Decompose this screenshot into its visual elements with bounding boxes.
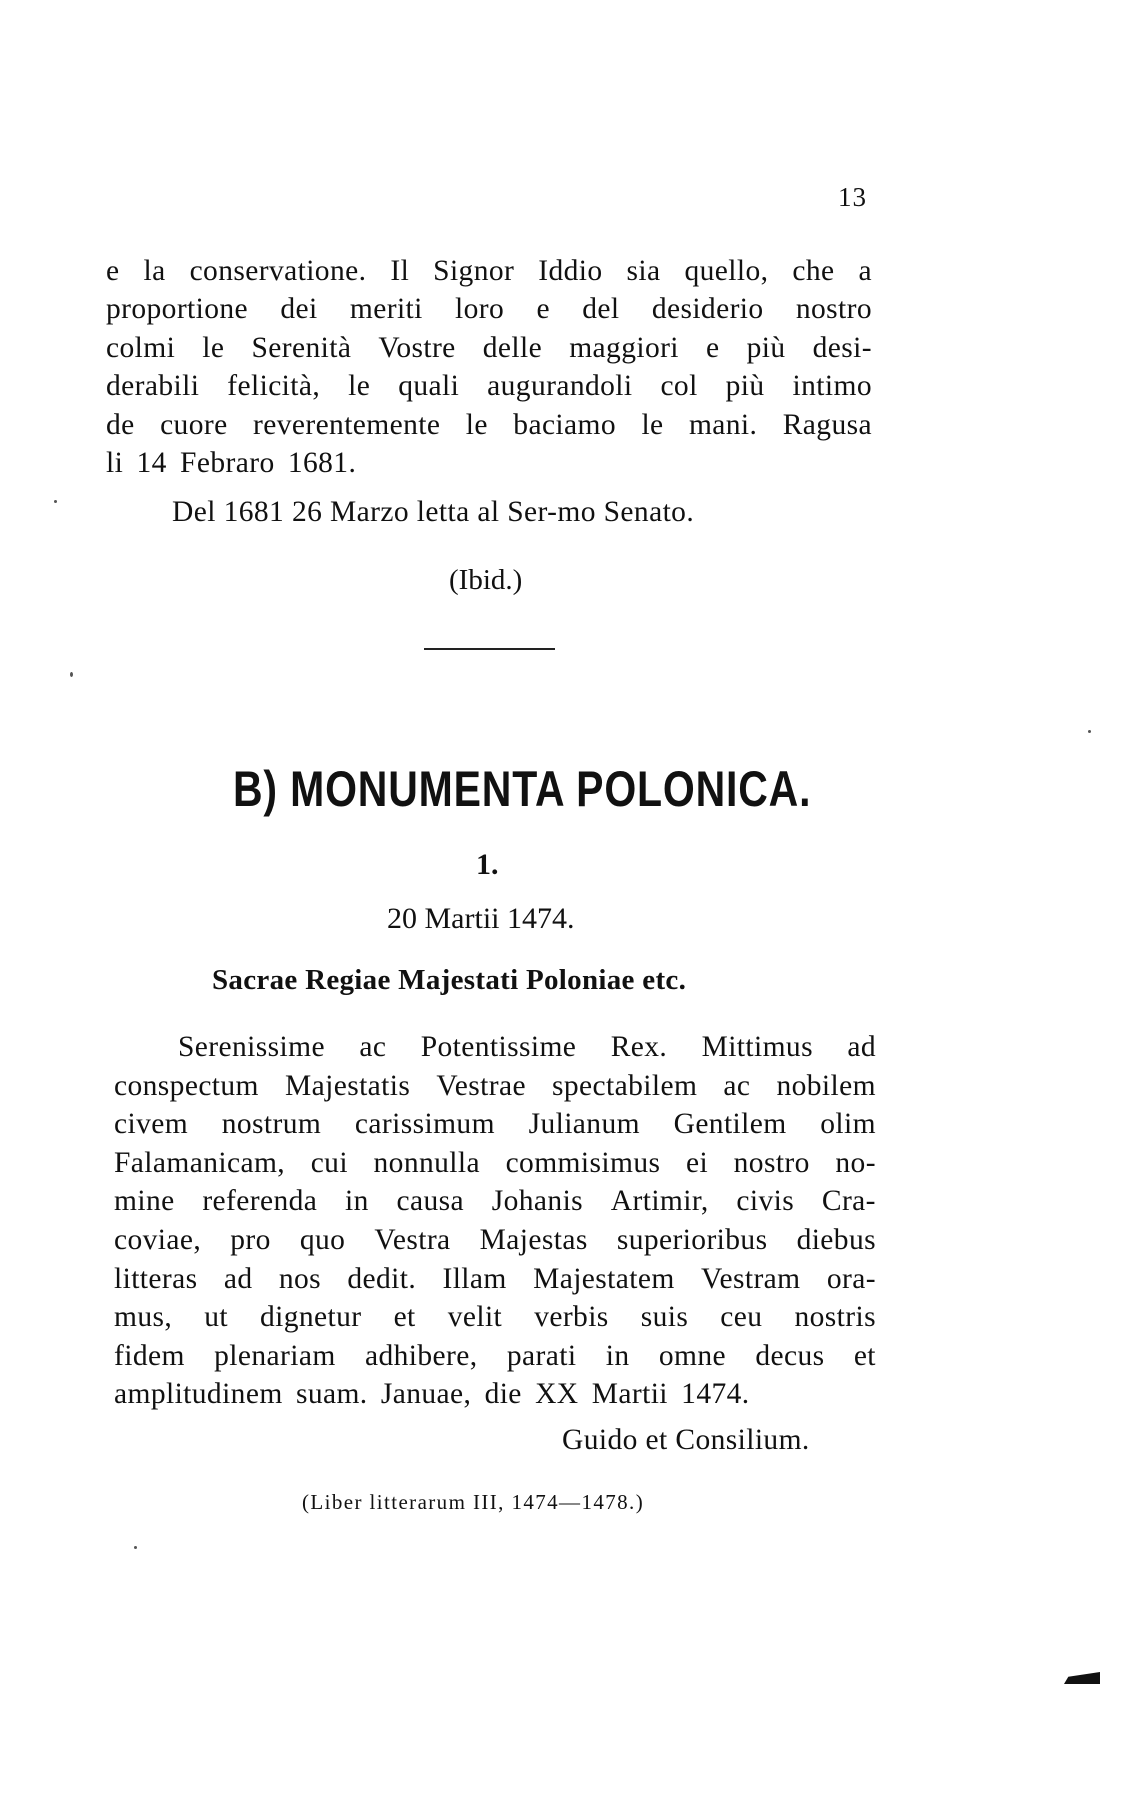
word: carissimum	[354, 1108, 495, 1141]
word: in	[345, 1185, 369, 1218]
word: velit	[447, 1301, 503, 1334]
word: amplitudinem	[114, 1378, 283, 1411]
word: mine	[114, 1185, 175, 1218]
word: Artimir,	[610, 1185, 709, 1218]
word: le	[348, 370, 371, 403]
word: derabili	[106, 370, 200, 403]
word: et	[853, 1339, 876, 1372]
word: Vostre	[378, 331, 456, 364]
word: Januae,	[380, 1378, 472, 1411]
word: omne	[658, 1339, 726, 1372]
word: Johanis	[491, 1185, 584, 1218]
closing-line	[106, 406, 872, 444]
word: Ragusa	[782, 408, 872, 441]
word: in	[605, 1339, 630, 1372]
word: Iddio	[538, 255, 603, 287]
body-line	[114, 1221, 876, 1260]
document-number: 1.	[476, 848, 499, 881]
word: 14	[136, 446, 167, 479]
word: colmi	[106, 331, 176, 364]
word: suam.	[295, 1378, 368, 1411]
word: superioribus	[616, 1223, 768, 1256]
word: proportione	[106, 293, 249, 326]
word: felicità,	[227, 370, 321, 403]
body-line	[114, 1298, 876, 1337]
word: civis	[736, 1185, 795, 1218]
closing-line	[106, 367, 872, 405]
word: de	[106, 408, 135, 441]
word: li	[106, 446, 124, 479]
word: maggiori	[569, 331, 679, 364]
closing-line	[106, 444, 872, 482]
document-date: 20 Martii 1474.	[387, 902, 575, 935]
word: Vestra	[374, 1223, 451, 1256]
word: quello,	[684, 255, 769, 287]
word: ac	[723, 1069, 751, 1102]
word: fidem	[114, 1339, 185, 1372]
word: Majestatis	[284, 1069, 411, 1102]
word: civem	[114, 1108, 189, 1141]
word: desi-	[812, 331, 872, 364]
word: nostris	[794, 1301, 876, 1334]
closing-line	[106, 329, 872, 367]
word: cuore	[160, 408, 228, 441]
word: sia	[626, 255, 661, 287]
source-citation-ibid: (Ibid.)	[449, 564, 523, 596]
word: nos	[278, 1262, 322, 1295]
word: ac	[359, 1031, 387, 1063]
section-divider	[424, 648, 555, 650]
word: ad	[223, 1262, 253, 1295]
word: delle	[482, 331, 543, 364]
word: loro	[455, 293, 505, 326]
body-line	[114, 1260, 876, 1299]
word: del	[582, 293, 620, 326]
word: desiderio	[651, 293, 764, 326]
word: referenda	[202, 1185, 318, 1218]
word: Potentissime	[420, 1031, 577, 1063]
word: causa	[396, 1185, 465, 1218]
body-line	[114, 1375, 876, 1414]
word: dei	[280, 293, 318, 326]
word: Cra-	[821, 1185, 876, 1218]
word: nobilem	[776, 1069, 876, 1102]
word: più	[746, 331, 786, 364]
document-addressee: Sacrae Regiae Majestati Poloniae etc.	[212, 964, 687, 996]
closing-line	[106, 252, 872, 290]
word: decus	[755, 1339, 825, 1372]
word: Falamanicam,	[114, 1146, 286, 1179]
word: Signor	[433, 255, 515, 287]
scan-speck	[54, 500, 57, 503]
word: Rex.	[610, 1031, 668, 1063]
word: e	[536, 293, 550, 326]
word: nostro	[733, 1146, 810, 1179]
scan-speck	[1088, 730, 1091, 733]
word: Illam	[442, 1262, 507, 1295]
word: augurandoli	[487, 370, 633, 403]
scan-edge-mark	[1064, 1672, 1100, 1684]
word: le	[202, 331, 225, 364]
word: e	[106, 255, 120, 287]
word: olim	[820, 1108, 876, 1141]
word: cui	[310, 1146, 348, 1179]
word: Majestas	[479, 1223, 588, 1256]
word: quali	[398, 370, 460, 403]
word: ut	[204, 1301, 228, 1334]
word: nostro	[795, 293, 872, 326]
word: Gentilem	[673, 1108, 787, 1141]
word: nostrum	[221, 1108, 322, 1141]
word: le	[641, 408, 664, 441]
word: plenariam	[214, 1339, 336, 1372]
word: parati	[506, 1339, 577, 1372]
word: conservatione.	[189, 255, 367, 287]
body-line	[114, 1067, 876, 1106]
word: Vestram	[701, 1262, 801, 1295]
word: Serenissime	[178, 1031, 325, 1063]
word: mani.	[688, 408, 758, 441]
word: coviae,	[114, 1223, 202, 1256]
section-heading: B) MONUMENTA POLONICA.	[233, 761, 812, 817]
body-line	[114, 1105, 876, 1144]
word: ad	[847, 1031, 876, 1063]
scan-speck	[134, 1546, 137, 1549]
word: ei	[685, 1146, 709, 1179]
reading-note: Del 1681 26 Marzo letta al Ser-mo Senato.	[172, 496, 695, 528]
word: quo	[299, 1223, 346, 1256]
word: reverentemente	[252, 408, 441, 441]
word: conspectum	[114, 1069, 259, 1102]
document-signature: Guido et Consilium.	[562, 1424, 810, 1456]
word: nonnulla	[373, 1146, 480, 1179]
word: suis	[640, 1301, 689, 1334]
word: commisimus	[505, 1146, 661, 1179]
page-number: 13	[838, 182, 867, 212]
word: die	[484, 1378, 522, 1411]
body-line	[114, 1144, 876, 1183]
word: meriti	[349, 293, 423, 326]
letter-closing-paragraph	[106, 252, 872, 482]
word: 1681.	[287, 446, 357, 479]
word: dedit.	[347, 1262, 417, 1295]
word: ora-	[826, 1262, 876, 1295]
word: che	[792, 255, 835, 287]
word: intimo	[792, 370, 872, 403]
word: Majestatem	[533, 1262, 675, 1295]
word: le	[465, 408, 488, 441]
word: pro	[230, 1223, 271, 1256]
word: la	[143, 255, 166, 287]
word: diebus	[796, 1223, 876, 1256]
body-line	[114, 1337, 876, 1376]
word: Il	[390, 255, 410, 287]
source-citation-liber: (Liber litterarum III, 1474—1478.)	[302, 1490, 645, 1514]
scan-speck	[70, 672, 73, 677]
word: et	[393, 1301, 416, 1334]
document-body-paragraph	[114, 1028, 876, 1414]
word: Febraro	[180, 446, 275, 479]
word: Mittimus	[701, 1031, 813, 1063]
word: più	[725, 370, 765, 403]
word: no-	[835, 1146, 876, 1179]
word: Vestrae	[436, 1069, 526, 1102]
word: mus,	[114, 1301, 173, 1334]
word: 1474.	[681, 1378, 750, 1411]
word: baciamo	[513, 408, 617, 441]
word: ceu	[720, 1301, 763, 1334]
word: XX	[535, 1378, 579, 1411]
word: adhibere,	[365, 1339, 478, 1372]
word: spectabilem	[552, 1069, 698, 1102]
word: Martii	[591, 1378, 668, 1411]
word: verbis	[534, 1301, 609, 1334]
body-line	[114, 1028, 876, 1067]
word: Serenità	[251, 331, 352, 364]
closing-line	[106, 290, 872, 328]
word: dignetur	[260, 1301, 362, 1334]
word: litteras	[114, 1262, 198, 1295]
word: Julianum	[528, 1108, 640, 1141]
word: col	[660, 370, 698, 403]
body-line	[114, 1182, 876, 1221]
word: a	[858, 255, 872, 287]
word: e	[706, 331, 720, 364]
